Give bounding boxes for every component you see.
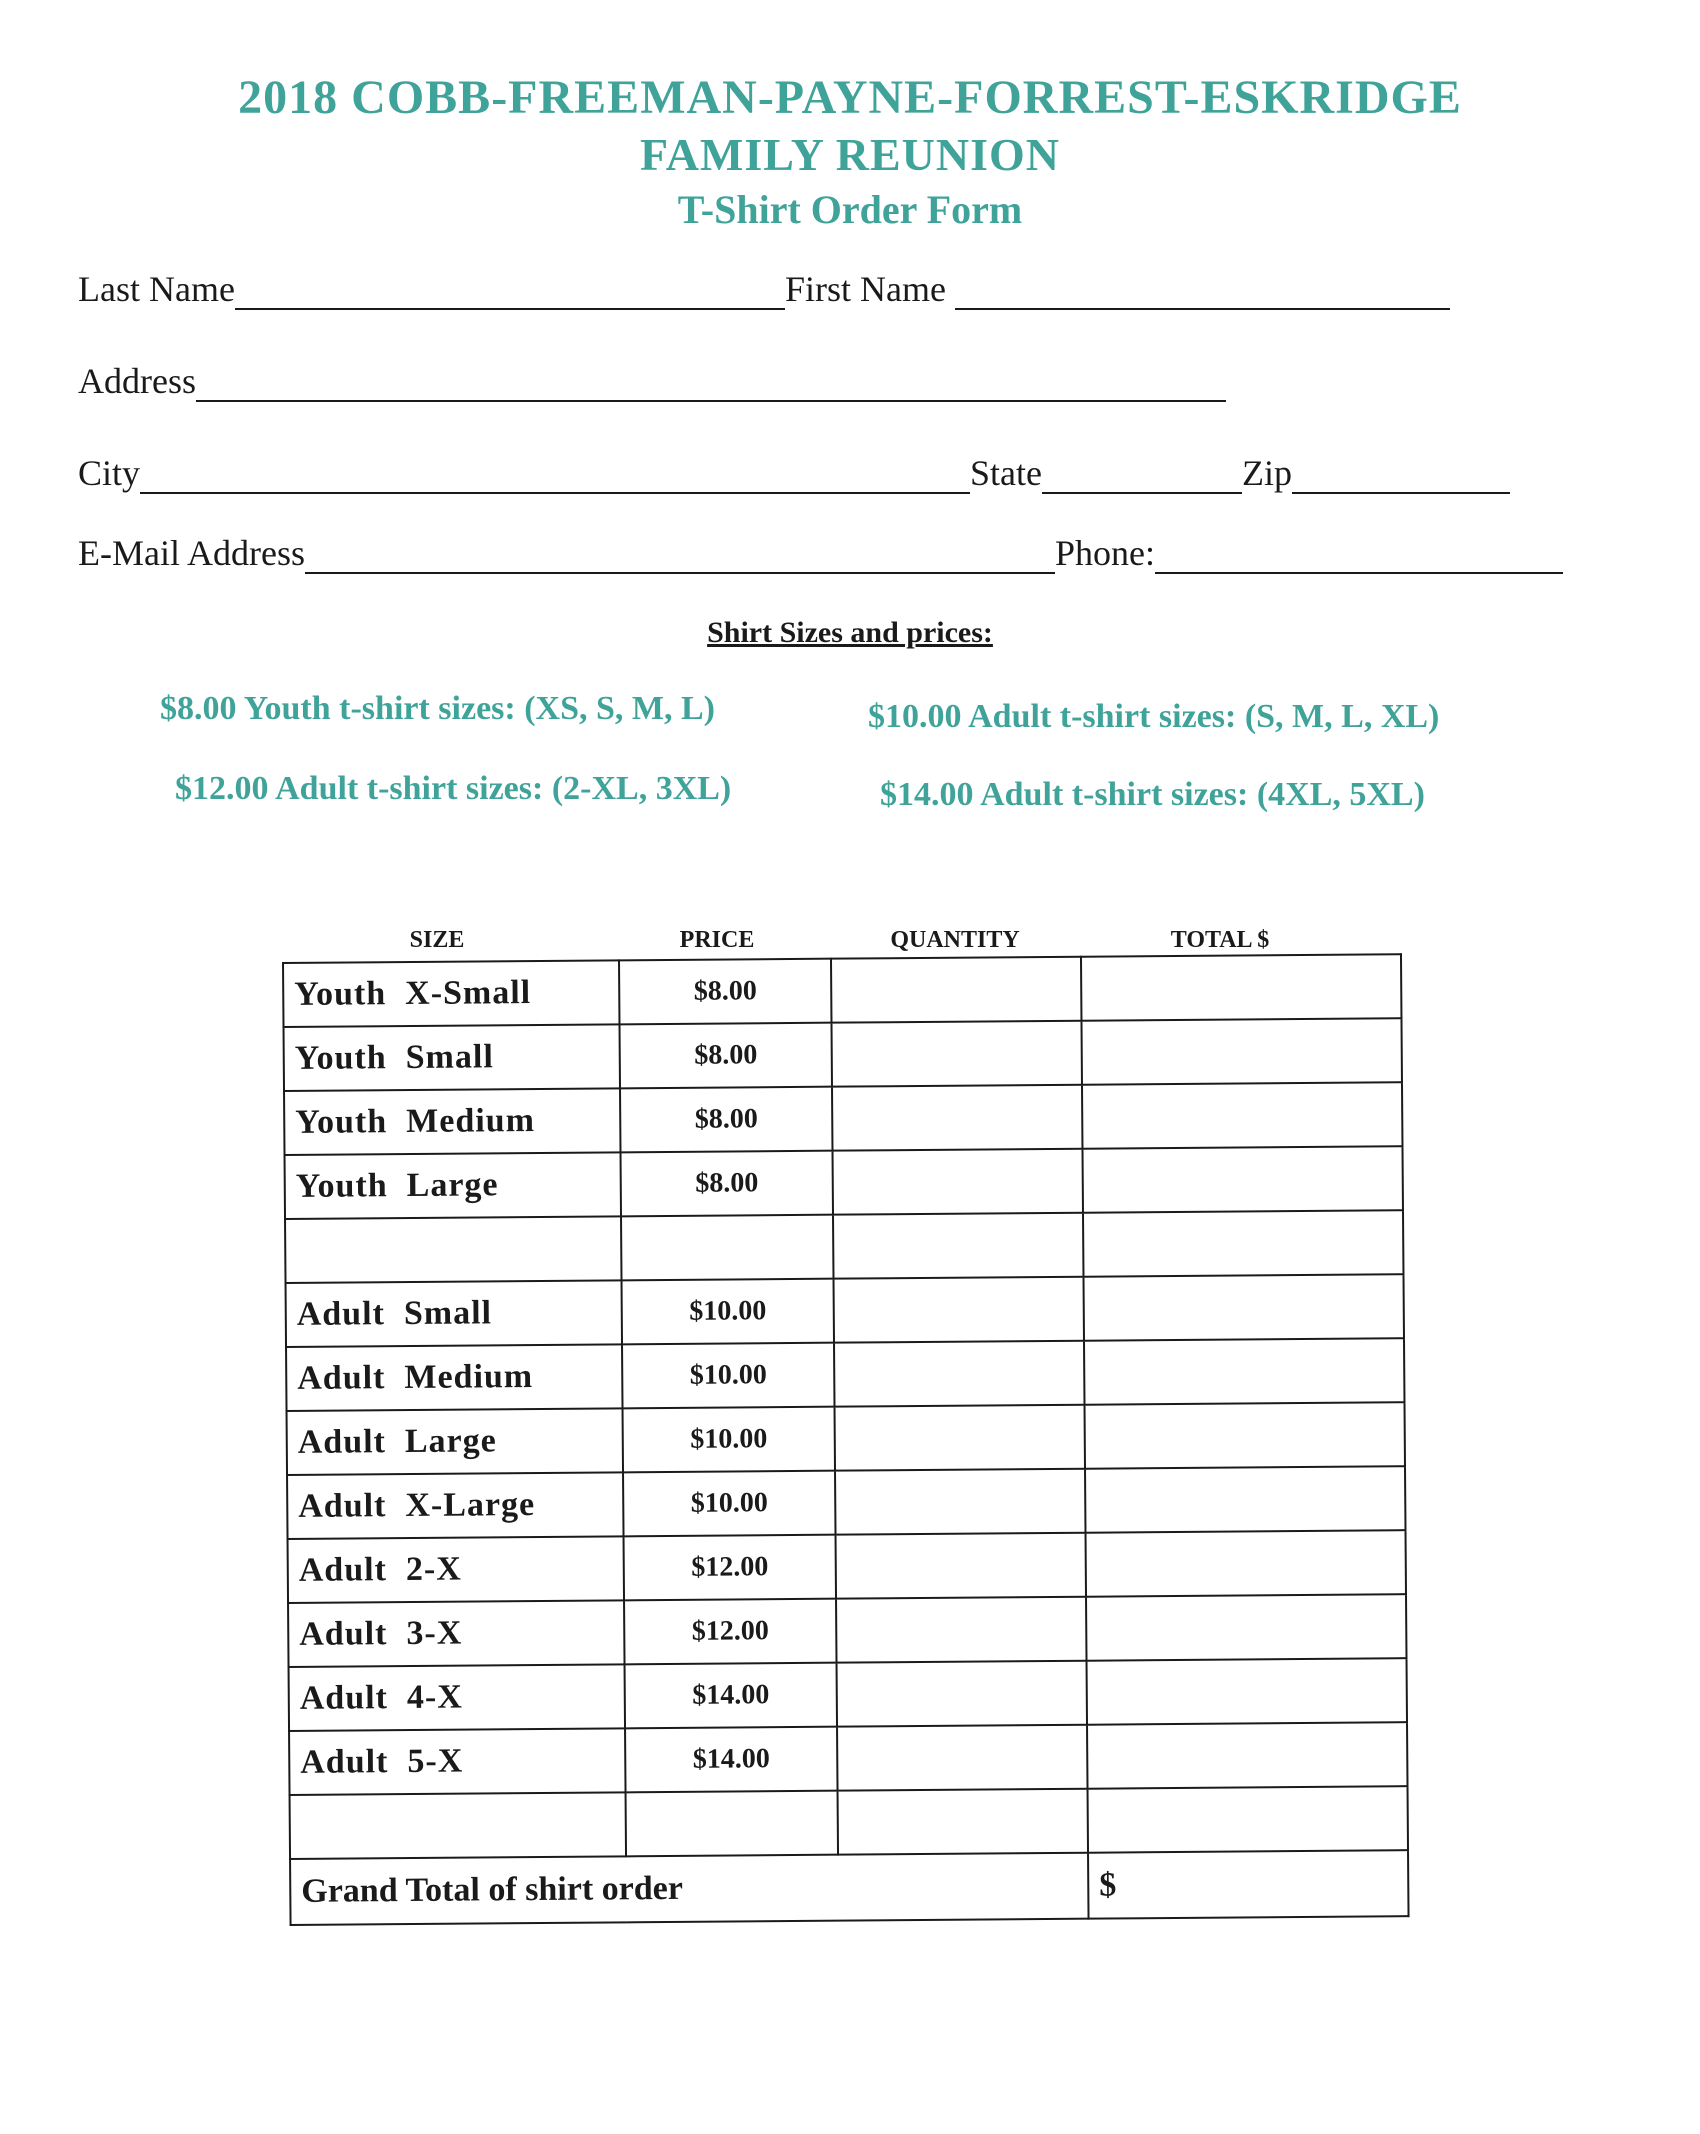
price-cell: $10.00 [623, 1471, 835, 1537]
table-row [289, 1722, 1407, 1795]
size-cell: Youth Medium [284, 1088, 621, 1155]
total-cell[interactable] [1081, 1018, 1401, 1085]
first-name-field[interactable] [955, 278, 1450, 310]
last-name-field[interactable] [235, 278, 785, 310]
price-cell: $10.00 [622, 1279, 834, 1345]
quantity-cell[interactable] [831, 957, 1082, 1023]
size-cell [290, 1792, 627, 1859]
price-cell [626, 1791, 838, 1857]
size-cell: Adult X-Large [287, 1472, 624, 1539]
grand-total-row [290, 1850, 1408, 1925]
price-note-adult-12: $12.00 Adult t-shirt sizes: (2-XL, 3XL) [175, 770, 732, 807]
total-cell[interactable] [1083, 1274, 1403, 1341]
size-cell: Adult 2-X [288, 1536, 625, 1603]
total-cell[interactable] [1086, 1530, 1406, 1597]
quantity-cell[interactable] [834, 1341, 1085, 1407]
quantity-cell[interactable] [835, 1533, 1086, 1599]
first-name-label: First Name [784, 269, 946, 309]
table-row [285, 1146, 1403, 1219]
size-cell: Youth Small [284, 1024, 621, 1091]
quantity-cell[interactable] [831, 1021, 1082, 1087]
city-field[interactable] [140, 462, 970, 494]
state-label: State [970, 453, 1042, 493]
size-cell: Adult Large [287, 1408, 624, 1475]
price-note-adult-10: $10.00 Adult t-shirt sizes: (S, M, L, XL) [868, 698, 1440, 735]
zip-label: Zip [1242, 453, 1292, 493]
quantity-cell[interactable] [837, 1725, 1088, 1791]
size-cell: Adult 5-X [289, 1728, 626, 1795]
city-row [78, 452, 1510, 494]
quantity-cell[interactable] [835, 1469, 1086, 1535]
price-cell: $12.00 [624, 1535, 836, 1601]
quantity-cell[interactable] [834, 1405, 1085, 1471]
total-cell[interactable] [1085, 1466, 1405, 1533]
table-row [286, 1274, 1404, 1347]
table-row [283, 954, 1401, 1027]
total-cell[interactable] [1083, 1210, 1403, 1277]
price-cell: $8.00 [619, 959, 831, 1025]
address-label: Address [78, 361, 196, 401]
quantity-cell[interactable] [836, 1597, 1087, 1663]
price-cell: $8.00 [620, 1023, 832, 1089]
email-field[interactable] [305, 542, 1055, 574]
price-cell: $10.00 [622, 1343, 834, 1409]
quantity-cell[interactable] [833, 1213, 1084, 1279]
quantity-cell[interactable] [832, 1149, 1083, 1215]
price-cell: $10.00 [623, 1407, 835, 1473]
table-row [289, 1658, 1407, 1731]
price-note-youth: $8.00 Youth t-shirt sizes: (XS, S, M, L) [160, 690, 716, 727]
price-cell: $14.00 [625, 1727, 837, 1793]
price-cell [621, 1215, 833, 1281]
price-cell: $14.00 [625, 1663, 837, 1729]
table-row [284, 1018, 1402, 1091]
column-header-price: PRICE [679, 927, 755, 953]
total-cell[interactable] [1087, 1722, 1407, 1789]
quantity-cell[interactable] [833, 1277, 1084, 1343]
size-cell: Adult Medium [286, 1344, 623, 1411]
size-cell: Adult Small [286, 1280, 623, 1347]
table-row [287, 1402, 1405, 1475]
total-cell[interactable] [1087, 1658, 1407, 1725]
quantity-cell[interactable] [832, 1085, 1083, 1151]
form-subtitle: FAMILY REUNION [640, 129, 1060, 180]
city-label: City [78, 453, 141, 493]
total-cell[interactable] [1082, 1082, 1402, 1149]
email-label: E-Mail Address [78, 533, 305, 573]
total-cell[interactable] [1082, 1146, 1402, 1213]
name-row [78, 268, 1450, 310]
phone-label: Phone: [1054, 533, 1155, 573]
order-table [282, 953, 1410, 1926]
size-cell: Youth Large [285, 1152, 622, 1219]
email-row [78, 532, 1563, 574]
size-cell [285, 1216, 622, 1283]
table-row [288, 1594, 1406, 1667]
last-name-label: Last Name [78, 269, 235, 309]
zip-field[interactable] [1292, 462, 1510, 494]
grand-total-field[interactable]: $ [1088, 1850, 1409, 1919]
price-note-adult-14: $14.00 Adult t-shirt sizes: (4XL, 5XL) [880, 776, 1425, 813]
table-row [290, 1786, 1408, 1859]
quantity-cell[interactable] [837, 1789, 1088, 1855]
quantity-cell[interactable] [836, 1661, 1087, 1727]
table-row [287, 1466, 1405, 1539]
table-row [285, 1210, 1403, 1283]
form-title: 2018 COBB-FREEMAN-PAYNE-FORREST-ESKRIDGE [238, 71, 1462, 124]
size-cell: Adult 3-X [288, 1600, 625, 1667]
total-cell[interactable] [1081, 954, 1401, 1021]
column-header-total: TOTAL $ [1170, 927, 1270, 953]
address-field[interactable] [196, 370, 1226, 402]
sizes-heading: Shirt Sizes and prices: [707, 616, 993, 649]
total-cell[interactable] [1085, 1402, 1405, 1469]
table-row [288, 1530, 1406, 1603]
total-cell[interactable] [1084, 1338, 1404, 1405]
price-cell: $8.00 [620, 1087, 832, 1153]
size-cell: Adult 4-X [289, 1664, 626, 1731]
price-cell: $8.00 [621, 1151, 833, 1217]
column-header-quantity: QUANTITY [890, 927, 1020, 953]
column-header-size: SIZE [409, 927, 465, 953]
price-cell: $12.00 [624, 1599, 836, 1665]
total-cell[interactable] [1086, 1594, 1406, 1661]
table-row [284, 1082, 1402, 1155]
total-cell[interactable] [1088, 1786, 1408, 1853]
grand-total-label: Grand Total of shirt order [290, 1853, 1088, 1925]
address-row [78, 360, 1226, 402]
size-cell: Youth X-Small [283, 960, 620, 1027]
form-name: T-Shirt Order Form [677, 187, 1023, 232]
state-field[interactable] [1042, 462, 1242, 494]
phone-field[interactable] [1155, 542, 1563, 574]
table-row [286, 1338, 1404, 1411]
